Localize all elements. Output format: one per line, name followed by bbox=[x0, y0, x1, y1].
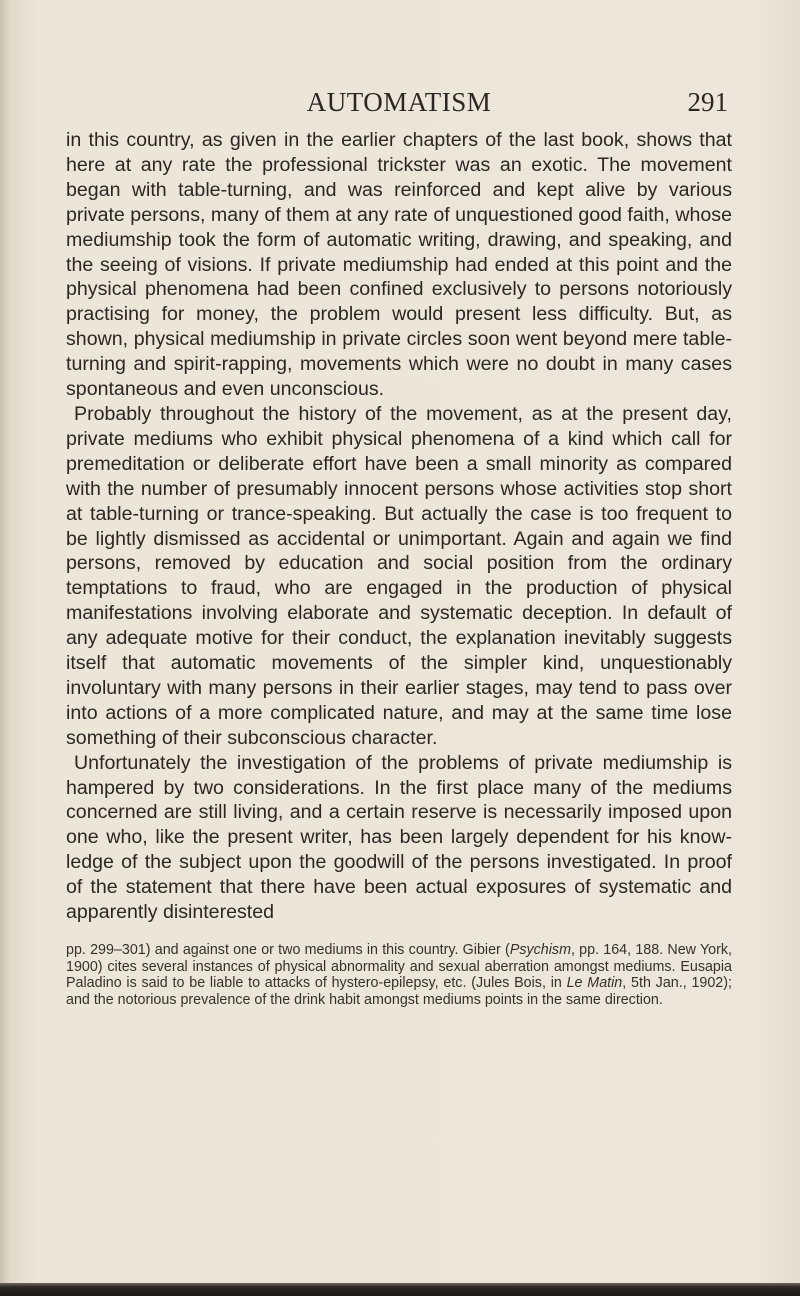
running-title: AUTOMATISM bbox=[306, 87, 492, 117]
page-header bbox=[66, 82, 732, 122]
footnote bbox=[66, 942, 732, 1008]
footnote-newspaper-title: Le Matin bbox=[566, 975, 623, 992]
footnote-work-title: Psychism bbox=[509, 942, 571, 958]
footnote-text-after: , 5th Jan., 1902); and the notorious prevalence of the drink habit amongst mediums points in the same direction. bbox=[66, 975, 732, 1008]
body-text bbox=[66, 128, 732, 925]
footnote-text-before: pp. 299–301) and against one or two mediums in this country. Gibier ( bbox=[66, 942, 510, 958]
footnote-text-middle: , pp. 164, 188. New York, 1900) cites several instances of physical abnormality and sexual aberration amongst mediums. Eusapia Paladino is said to be liable to attacks of hystero-epilepsy, etc. (Jules Bois, in bbox=[66, 942, 732, 992]
page-gutter-shadow bbox=[0, 0, 10, 1296]
paragraph-1: in this country, as given in the earlier chapters of the last book, shows that here at any rate the professional trickster was an exotic. The movement began with table-turning, and was reinforced and kept alive by various private persons, many of them at any rate of unquestioned good faith, whose mediumship took the form of automatic writing, drawing, and speaking, and the seeing of visions. If private mediumship had ended at this point and the physical phenomena had been confined exclusively to persons notoriously practising for money, the problem would present less difficulty. But, as shown, physical mediumship in private circles soon went beyond mere table-turning and spirit-rapping, movements which were no doubt in many cases spontaneous and even unconscious. bbox=[66, 129, 732, 401]
paragraph-2: Probably throughout the history of the movement, as at the present day, private mediums who exhibit physical phenomena of a kind which call for premeditation or deliberate effort have been a small minority as compared with the number of presumably innocent persons whose activities stop short at table-turning or trance-speaking. But actually the case is too frequent to be lightly dismissed as accidental or unimportant. Again and again we find persons, removed by education and social position from the ordinary temptations to fraud, who are engaged in the production of physical manifestations involving elaborate and systematic deception. In default of any adequate motive for their conduct, the explanation inevitably suggests itself that automatic movements of the simpler kind, unquestionably involuntary with many persons in their earlier stages, may tend to pass over into actions of a more complicated nature, and may at the same time lose something of their subconscious character. bbox=[66, 402, 732, 749]
paragraph-3: Unfortunately the investigation of the problems of private mediumship is hampered by two considerations. In the first place many of the mediums concerned are still living, and a certain reserve is necessarily imposed upon one who, like the present writer, has been largely dependent for his knowledge of the subject upon the goodwill of the persons investigated. In proof of the statement that there have been actual exposures of systematic and apparently disinterested bbox=[66, 751, 732, 924]
page-number: 291 bbox=[687, 87, 728, 117]
footnote-text bbox=[66, 942, 732, 1008]
page-bottom-edge bbox=[0, 1283, 800, 1296]
